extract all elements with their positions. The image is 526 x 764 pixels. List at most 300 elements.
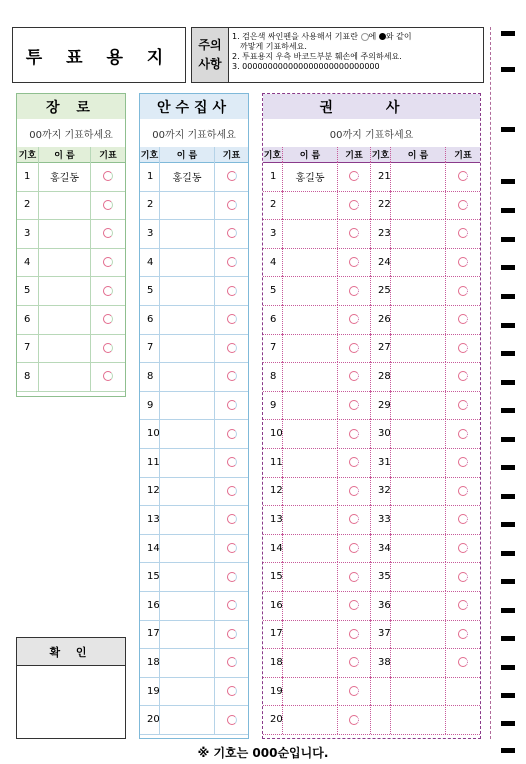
vote-oval-icon[interactable] xyxy=(227,400,237,410)
candidate-number: 4 xyxy=(140,248,160,277)
section-kwonsa-title: 권 사 xyxy=(263,94,480,120)
section-elder-title: 장 로 xyxy=(17,94,125,120)
ballot-row xyxy=(140,677,248,707)
confirm-label: 확 인 xyxy=(17,638,125,666)
ballot-row xyxy=(263,362,480,392)
vote-cell[interactable] xyxy=(215,191,248,220)
candidate-name xyxy=(160,248,215,277)
vote-oval-icon[interactable] xyxy=(349,715,359,725)
vote-oval-icon[interactable] xyxy=(349,257,359,267)
vote-oval-icon[interactable] xyxy=(349,371,359,381)
confirm-box xyxy=(16,637,126,739)
candidate-number: 3 xyxy=(263,219,283,248)
ballot-row xyxy=(140,562,248,592)
candidate-name xyxy=(391,334,446,363)
vote-cell[interactable] xyxy=(338,477,371,506)
vote-cell[interactable] xyxy=(215,477,248,506)
note-line-1-c: 와 같이 xyxy=(385,32,412,41)
vote-oval-icon[interactable] xyxy=(227,228,237,238)
vote-oval-icon[interactable] xyxy=(349,343,359,353)
vote-cell[interactable] xyxy=(215,705,248,734)
col-name-label: 이 름 xyxy=(39,147,91,162)
ballot-row xyxy=(140,219,248,249)
vote-cell[interactable] xyxy=(338,534,371,563)
candidate-name xyxy=(160,534,215,563)
vote-cell[interactable] xyxy=(338,362,371,391)
candidate-number: 6 xyxy=(17,305,39,334)
vote-oval-icon[interactable] xyxy=(458,457,468,467)
ballot-title-text: 투 표 용 지 xyxy=(25,47,173,68)
section-elder xyxy=(16,93,126,397)
vote-cell[interactable] xyxy=(338,219,371,248)
vote-oval-icon[interactable] xyxy=(458,200,468,210)
candidate-number: 21 xyxy=(371,162,391,191)
candidate-number: 7 xyxy=(17,334,39,363)
candidate-name xyxy=(391,419,446,448)
vote-cell[interactable] xyxy=(338,562,371,591)
candidate-name xyxy=(391,648,446,677)
vote-oval-icon[interactable] xyxy=(349,457,359,467)
candidate-name xyxy=(283,219,338,248)
candidate-number: 14 xyxy=(263,534,283,563)
ballot-row xyxy=(263,648,480,678)
candidate-number: 26 xyxy=(371,305,391,334)
empty-vote-cell xyxy=(446,677,480,706)
candidate-number: 13 xyxy=(263,505,283,534)
vote-cell[interactable] xyxy=(338,391,371,420)
barcode-mark xyxy=(501,408,515,413)
candidate-number: 6 xyxy=(263,305,283,334)
vote-cell[interactable] xyxy=(338,648,371,677)
vote-cell[interactable] xyxy=(215,305,248,334)
vote-cell[interactable] xyxy=(446,305,480,334)
candidate-number: 17 xyxy=(140,620,160,649)
vote-cell[interactable] xyxy=(338,419,371,448)
candidate-name xyxy=(160,562,215,591)
candidate-number: 12 xyxy=(263,477,283,506)
vote-oval-icon[interactable] xyxy=(227,629,237,639)
candidate-name xyxy=(391,534,446,563)
vote-oval-icon[interactable] xyxy=(103,314,113,324)
vote-oval-icon[interactable] xyxy=(227,600,237,610)
vote-oval-icon[interactable] xyxy=(349,400,359,410)
ballot-row xyxy=(17,219,125,249)
ballot-row xyxy=(263,248,480,278)
ballot-title xyxy=(12,27,186,83)
vote-cell[interactable] xyxy=(338,620,371,649)
vote-oval-icon[interactable] xyxy=(349,543,359,553)
vote-oval-icon[interactable] xyxy=(349,629,359,639)
ballot-row xyxy=(263,677,480,707)
ballot-row xyxy=(17,162,125,192)
candidate-number: 12 xyxy=(140,477,160,506)
vote-cell[interactable] xyxy=(446,591,480,620)
ballot-row xyxy=(17,362,125,392)
ballot-row xyxy=(140,276,248,306)
vote-oval-icon[interactable] xyxy=(458,629,468,639)
empty-circle-icon xyxy=(361,33,369,41)
vote-cell[interactable] xyxy=(215,391,248,420)
ballot-row xyxy=(263,219,480,249)
ballot-row xyxy=(140,391,248,421)
ballot-row xyxy=(17,334,125,364)
candidate-number: 9 xyxy=(263,391,283,420)
ballot-row xyxy=(263,162,480,192)
ballot-row xyxy=(263,448,480,478)
barcode-mark xyxy=(501,67,515,72)
vote-cell[interactable] xyxy=(338,334,371,363)
vote-cell[interactable] xyxy=(215,620,248,649)
candidate-name xyxy=(160,448,215,477)
vote-cell[interactable] xyxy=(215,248,248,277)
ballot-row xyxy=(263,591,480,621)
candidate-number: 7 xyxy=(263,334,283,363)
vote-oval-icon[interactable] xyxy=(458,228,468,238)
candidate-number: 34 xyxy=(371,534,391,563)
candidate-number: 5 xyxy=(140,276,160,305)
candidate-number: 16 xyxy=(140,591,160,620)
vote-oval-icon[interactable] xyxy=(458,429,468,439)
vote-oval-icon[interactable] xyxy=(227,657,237,667)
vote-oval-icon[interactable] xyxy=(458,257,468,267)
vote-oval-icon[interactable] xyxy=(103,257,113,267)
vote-cell[interactable] xyxy=(446,248,480,277)
vote-cell[interactable] xyxy=(446,219,480,248)
ballot-row xyxy=(263,534,480,564)
vote-cell[interactable] xyxy=(91,276,125,305)
section-deacon-instruction: 00까지 기표하세요 xyxy=(140,119,248,148)
vote-cell[interactable] xyxy=(91,362,125,391)
vote-cell[interactable] xyxy=(446,620,480,649)
candidate-number: 20 xyxy=(140,705,160,734)
candidate-name xyxy=(283,705,338,734)
vote-cell[interactable] xyxy=(91,248,125,277)
candidate-name xyxy=(391,391,446,420)
candidate-number: 35 xyxy=(371,562,391,591)
candidate-name xyxy=(283,419,338,448)
vote-oval-icon[interactable] xyxy=(349,600,359,610)
candidate-name xyxy=(160,391,215,420)
vote-cell[interactable] xyxy=(215,419,248,448)
candidate-number: 25 xyxy=(371,276,391,305)
candidate-number: 8 xyxy=(17,362,39,391)
vote-oval-icon[interactable] xyxy=(103,228,113,238)
candidate-number: 38 xyxy=(371,648,391,677)
ballot-row xyxy=(263,419,480,449)
col-vote-label: 기표 xyxy=(99,151,117,161)
col-name-label: 이 름 xyxy=(160,147,215,162)
candidate-name xyxy=(39,219,91,248)
vote-oval-icon[interactable] xyxy=(349,314,359,324)
candidate-number: 10 xyxy=(263,419,283,448)
ballot-row xyxy=(17,191,125,221)
col-name-label: 이 름 xyxy=(391,147,446,162)
ballot-row xyxy=(17,248,125,278)
vote-cell[interactable] xyxy=(215,648,248,677)
ballot-row xyxy=(140,705,248,735)
vote-cell[interactable] xyxy=(446,419,480,448)
vote-cell[interactable] xyxy=(91,191,125,220)
vote-oval-icon[interactable] xyxy=(227,457,237,467)
barcode-mark xyxy=(501,748,515,753)
vote-oval-icon[interactable] xyxy=(458,371,468,381)
vote-oval-icon[interactable] xyxy=(227,572,237,582)
vote-cell[interactable] xyxy=(91,219,125,248)
vote-cell[interactable] xyxy=(338,505,371,534)
vote-cell[interactable] xyxy=(91,162,125,191)
candidate-name xyxy=(283,477,338,506)
vote-oval-icon[interactable] xyxy=(227,314,237,324)
col-num-label: 기호 xyxy=(263,147,283,162)
candidate-name: 홍길동 xyxy=(283,162,338,191)
ballot-row xyxy=(140,191,248,221)
vote-oval-icon[interactable] xyxy=(349,171,359,181)
section-kwonsa-column-header xyxy=(263,147,480,163)
vote-oval-icon[interactable] xyxy=(103,200,113,210)
candidate-name xyxy=(391,620,446,649)
candidate-number: 31 xyxy=(371,448,391,477)
vote-cell[interactable] xyxy=(446,391,480,420)
vote-cell[interactable] xyxy=(215,448,248,477)
candidate-name xyxy=(391,219,446,248)
vote-cell[interactable] xyxy=(446,334,480,363)
vote-oval-icon[interactable] xyxy=(227,171,237,181)
vote-cell[interactable] xyxy=(215,219,248,248)
candidate-name xyxy=(160,477,215,506)
ballot-row xyxy=(263,334,480,364)
candidate-name xyxy=(391,591,446,620)
ballot-row xyxy=(263,305,480,335)
vote-oval-icon[interactable] xyxy=(227,543,237,553)
note-line-2: 2. 투표용지 우측 바코드부분 훼손에 주의하세요. xyxy=(232,52,402,61)
vote-oval-icon[interactable] xyxy=(103,343,113,353)
vote-cell[interactable] xyxy=(446,477,480,506)
candidate-number: 9 xyxy=(140,391,160,420)
vote-cell[interactable] xyxy=(215,362,248,391)
candidate-name xyxy=(283,648,338,677)
vote-oval-icon[interactable] xyxy=(227,429,237,439)
vote-oval-icon[interactable] xyxy=(458,171,468,181)
candidate-number: 7 xyxy=(140,334,160,363)
vote-oval-icon[interactable] xyxy=(227,486,237,496)
ballot-row xyxy=(140,305,248,335)
barcode-mark xyxy=(501,294,515,299)
vote-cell[interactable] xyxy=(215,591,248,620)
vote-cell[interactable] xyxy=(446,505,480,534)
candidate-name xyxy=(391,448,446,477)
vote-oval-icon[interactable] xyxy=(227,200,237,210)
candidate-number: 13 xyxy=(140,505,160,534)
vote-oval-icon[interactable] xyxy=(227,371,237,381)
vote-cell[interactable] xyxy=(215,534,248,563)
vote-cell[interactable] xyxy=(446,362,480,391)
barcode-mark xyxy=(501,437,515,442)
candidate-number: 23 xyxy=(371,219,391,248)
candidate-name xyxy=(160,276,215,305)
candidate-name xyxy=(391,705,446,734)
vote-cell[interactable] xyxy=(446,276,480,305)
notes-heading xyxy=(192,28,229,82)
vote-oval-icon[interactable] xyxy=(227,343,237,353)
vote-oval-icon[interactable] xyxy=(458,400,468,410)
candidate-number: 1 xyxy=(140,162,160,191)
vote-oval-icon[interactable] xyxy=(458,657,468,667)
candidate-name xyxy=(391,191,446,220)
candidate-name xyxy=(283,534,338,563)
vote-cell[interactable] xyxy=(338,248,371,277)
vote-oval-icon[interactable] xyxy=(458,543,468,553)
vote-cell[interactable] xyxy=(215,677,248,706)
section-deacon-title: 안수집사 xyxy=(140,94,248,120)
candidate-name xyxy=(283,191,338,220)
note-line-1 xyxy=(232,32,479,42)
vote-cell[interactable] xyxy=(91,334,125,363)
ballot-row xyxy=(263,191,480,221)
candidate-name xyxy=(283,562,338,591)
candidate-name xyxy=(283,334,338,363)
candidate-name xyxy=(39,191,91,220)
barcode-mark xyxy=(501,522,515,527)
vote-cell[interactable] xyxy=(446,648,480,677)
candidate-name xyxy=(283,448,338,477)
candidate-name xyxy=(283,391,338,420)
col-vote-label: 기표 xyxy=(222,151,241,161)
candidate-number: 14 xyxy=(140,534,160,563)
vote-cell[interactable] xyxy=(338,677,371,706)
filled-circle-icon xyxy=(379,33,386,40)
vote-cell[interactable] xyxy=(91,305,125,334)
vote-oval-icon[interactable] xyxy=(349,429,359,439)
candidate-number: 22 xyxy=(371,191,391,220)
barcode-mark xyxy=(501,237,515,242)
vote-oval-icon[interactable] xyxy=(458,286,468,296)
ballot-row xyxy=(140,620,248,650)
vote-cell[interactable] xyxy=(338,705,371,734)
candidate-name xyxy=(160,705,215,734)
col-name-label: 이 름 xyxy=(283,147,338,162)
vote-oval-icon[interactable] xyxy=(458,343,468,353)
candidate-name xyxy=(391,248,446,277)
vote-cell[interactable] xyxy=(338,276,371,305)
ballot-row xyxy=(140,419,248,449)
vote-oval-icon[interactable] xyxy=(458,314,468,324)
vote-oval-icon[interactable] xyxy=(349,514,359,524)
candidate-number: 20 xyxy=(263,705,283,734)
candidate-number: 2 xyxy=(263,191,283,220)
vote-oval-icon[interactable] xyxy=(349,572,359,582)
vote-cell[interactable] xyxy=(446,191,480,220)
ballot-row xyxy=(140,534,248,564)
candidate-number: 3 xyxy=(140,219,160,248)
candidate-name xyxy=(160,591,215,620)
candidate-number: 8 xyxy=(263,362,283,391)
candidate-name xyxy=(283,276,338,305)
note-line-1-cont: 까맣게 기표하세요. xyxy=(240,42,307,51)
barcode-mark xyxy=(501,693,515,698)
vote-oval-icon[interactable] xyxy=(458,600,468,610)
vote-cell[interactable] xyxy=(446,534,480,563)
vote-oval-icon[interactable] xyxy=(103,371,113,381)
vote-oval-icon[interactable] xyxy=(458,572,468,582)
candidate-name xyxy=(160,305,215,334)
vote-oval-icon[interactable] xyxy=(227,514,237,524)
vote-oval-icon[interactable] xyxy=(349,686,359,696)
candidate-number: 15 xyxy=(263,562,283,591)
vote-oval-icon[interactable] xyxy=(227,715,237,725)
candidate-number: 33 xyxy=(371,505,391,534)
candidate-number: 5 xyxy=(263,276,283,305)
vote-oval-icon[interactable] xyxy=(227,286,237,296)
vote-oval-icon[interactable] xyxy=(227,686,237,696)
vote-oval-icon[interactable] xyxy=(458,514,468,524)
candidate-name xyxy=(391,305,446,334)
vote-oval-icon[interactable] xyxy=(349,286,359,296)
vote-cell[interactable] xyxy=(338,305,371,334)
vote-oval-icon[interactable] xyxy=(349,200,359,210)
candidate-name xyxy=(283,248,338,277)
candidate-name xyxy=(283,505,338,534)
note-line-3: 3. 000000000000000000000000000 xyxy=(232,62,380,71)
candidate-name xyxy=(160,362,215,391)
barcode-mark xyxy=(501,608,515,613)
candidate-name xyxy=(391,562,446,591)
vote-cell[interactable] xyxy=(215,162,248,191)
candidate-name xyxy=(39,248,91,277)
notes-heading-line1: 주의 xyxy=(198,38,222,52)
vote-cell[interactable] xyxy=(338,162,371,191)
ballot-row xyxy=(140,591,248,621)
note-line-1-a: 1. 검은색 싸인펜을 사용해서 기표란 xyxy=(232,32,361,41)
candidate-number: 36 xyxy=(371,591,391,620)
candidate-number: 24 xyxy=(371,248,391,277)
candidate-name xyxy=(160,419,215,448)
candidate-number: 17 xyxy=(263,620,283,649)
candidate-number: 19 xyxy=(263,677,283,706)
candidate-name: 홍길동 xyxy=(160,162,215,191)
vote-cell[interactable] xyxy=(215,505,248,534)
vote-cell[interactable] xyxy=(338,448,371,477)
candidate-name xyxy=(160,620,215,649)
vote-cell[interactable] xyxy=(446,448,480,477)
ballot-row xyxy=(140,648,248,678)
vote-cell[interactable] xyxy=(446,162,480,191)
vote-cell[interactable] xyxy=(215,562,248,591)
vote-oval-icon[interactable] xyxy=(227,257,237,267)
vote-oval-icon[interactable] xyxy=(349,657,359,667)
vote-oval-icon[interactable] xyxy=(349,486,359,496)
ballot-row xyxy=(263,562,480,592)
barcode-mark xyxy=(501,127,515,132)
vote-oval-icon[interactable] xyxy=(103,171,113,181)
vote-cell[interactable] xyxy=(338,591,371,620)
barcode-mark xyxy=(501,465,515,470)
vote-oval-icon[interactable] xyxy=(103,286,113,296)
candidate-name xyxy=(391,162,446,191)
candidate-number: 27 xyxy=(371,334,391,363)
vote-cell[interactable] xyxy=(338,191,371,220)
vote-oval-icon[interactable] xyxy=(349,228,359,238)
vote-cell[interactable] xyxy=(446,562,480,591)
vote-oval-icon[interactable] xyxy=(458,486,468,496)
ballot-row xyxy=(140,448,248,478)
ballot-row xyxy=(140,505,248,535)
ballot-row xyxy=(140,162,248,192)
candidate-name xyxy=(391,677,446,706)
vote-cell[interactable] xyxy=(215,334,248,363)
footnote: ※ 기호는 000순입니다. xyxy=(197,746,329,760)
vote-cell[interactable] xyxy=(215,276,248,305)
candidate-number: 18 xyxy=(140,648,160,677)
